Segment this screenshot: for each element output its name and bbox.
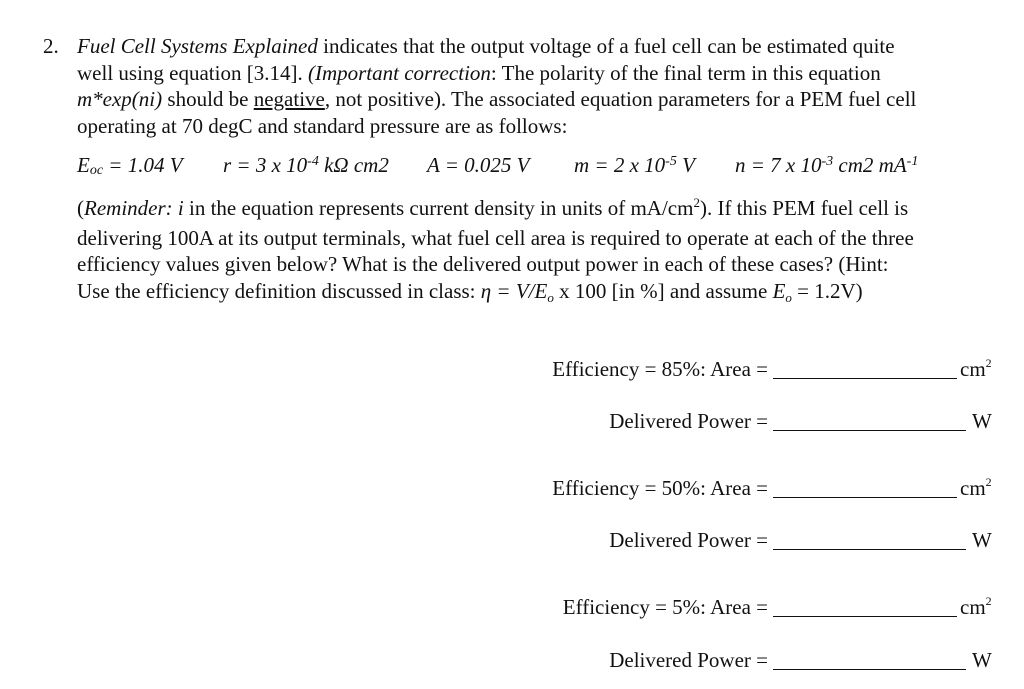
answer-unit-50-area: $cm^2$: [960, 475, 992, 500]
answer-blank-85-area[interactable]: [773, 378, 957, 379]
param-n: n = 7 x $10^{-3}$ cm2 $mA^{-1}$: [735, 153, 919, 177]
answer-label-5-area: Efficiency = 5%: Area =: [562, 595, 768, 619]
problem-number: 2.: [43, 34, 59, 58]
answer-label-5-power: Delivered Power =: [609, 648, 768, 672]
intro-text: indicates that the output voltage of a fuel cell can be estimated quite: [317, 34, 895, 58]
negative-word: negative: [253, 87, 325, 111]
answer-unit-5-area: $cm^2$: [960, 594, 992, 619]
correction-label: (Important correction: [307, 60, 491, 85]
reminder-label: Reminder: i: [84, 196, 184, 220]
answer-unit-85-power: W: [972, 409, 992, 433]
eo-symbol: E: [772, 278, 786, 303]
param-eoc: $E_{oc} = 1.04$ V: [77, 153, 183, 178]
efficiency-formula: η = V/E: [480, 278, 548, 303]
answer-blank-50-area[interactable]: [773, 497, 957, 498]
answer-label-85-power: Delivered Power =: [609, 409, 768, 433]
intro-text: should be: [162, 87, 254, 111]
param-m: m = 2 x $10^{-5}$ V: [574, 153, 695, 177]
answer-unit-85-area: $cm^2$: [960, 356, 992, 381]
equation-term: m*exp(ni): [77, 87, 163, 111]
answer-label-50-power: Delivered Power =: [609, 528, 768, 552]
reminder-line-4: Use the efficiency definition discussed in class: $\eta = V/E_o$ x 100 [in %] and assume $E_o = 1.2V$): [77, 278, 863, 305]
answer-unit-50-power: W: [972, 528, 992, 552]
reminder-line-3: efficiency values given below? What is the delivered output power in each of these cases? (Hint:: [77, 252, 889, 276]
book-title: Fuel Cell Systems Explained: [77, 34, 318, 58]
reminder-line-2: delivering 100A at its output terminals, what fuel cell area is required to operate at each of the three: [77, 225, 914, 250]
intro-text: : The polarity of the final term in this equation: [490, 60, 881, 85]
answer-label-50-area: Efficiency = 50%: Area =: [552, 476, 768, 500]
answer-unit-5-power: W: [972, 648, 992, 672]
param-r: r = 3 x $10^{-4}$ kΩ cm2: [223, 153, 389, 177]
answer-blank-5-power[interactable]: [773, 669, 966, 670]
reminder-line-1: (Reminder: i in the equation represents current density in units of $mA/cm^2$). If this PEM fuel cell is: [77, 195, 909, 220]
answer-blank-85-power[interactable]: [773, 430, 966, 431]
param-a: A = 0.025 V: [427, 153, 530, 177]
intro-text: , not positive). The associated equation parameters for a PEM fuel cell: [324, 87, 917, 111]
answer-blank-5-area[interactable]: [773, 616, 957, 617]
answer-label-85-area: Efficiency = 85%: Area =: [552, 357, 768, 381]
intro-line-4: operating at 70 degC and standard pressure are as follows:: [77, 113, 568, 138]
answer-blank-50-power[interactable]: [773, 549, 966, 550]
intro-text: well using equation [3.14].: [77, 60, 308, 85]
